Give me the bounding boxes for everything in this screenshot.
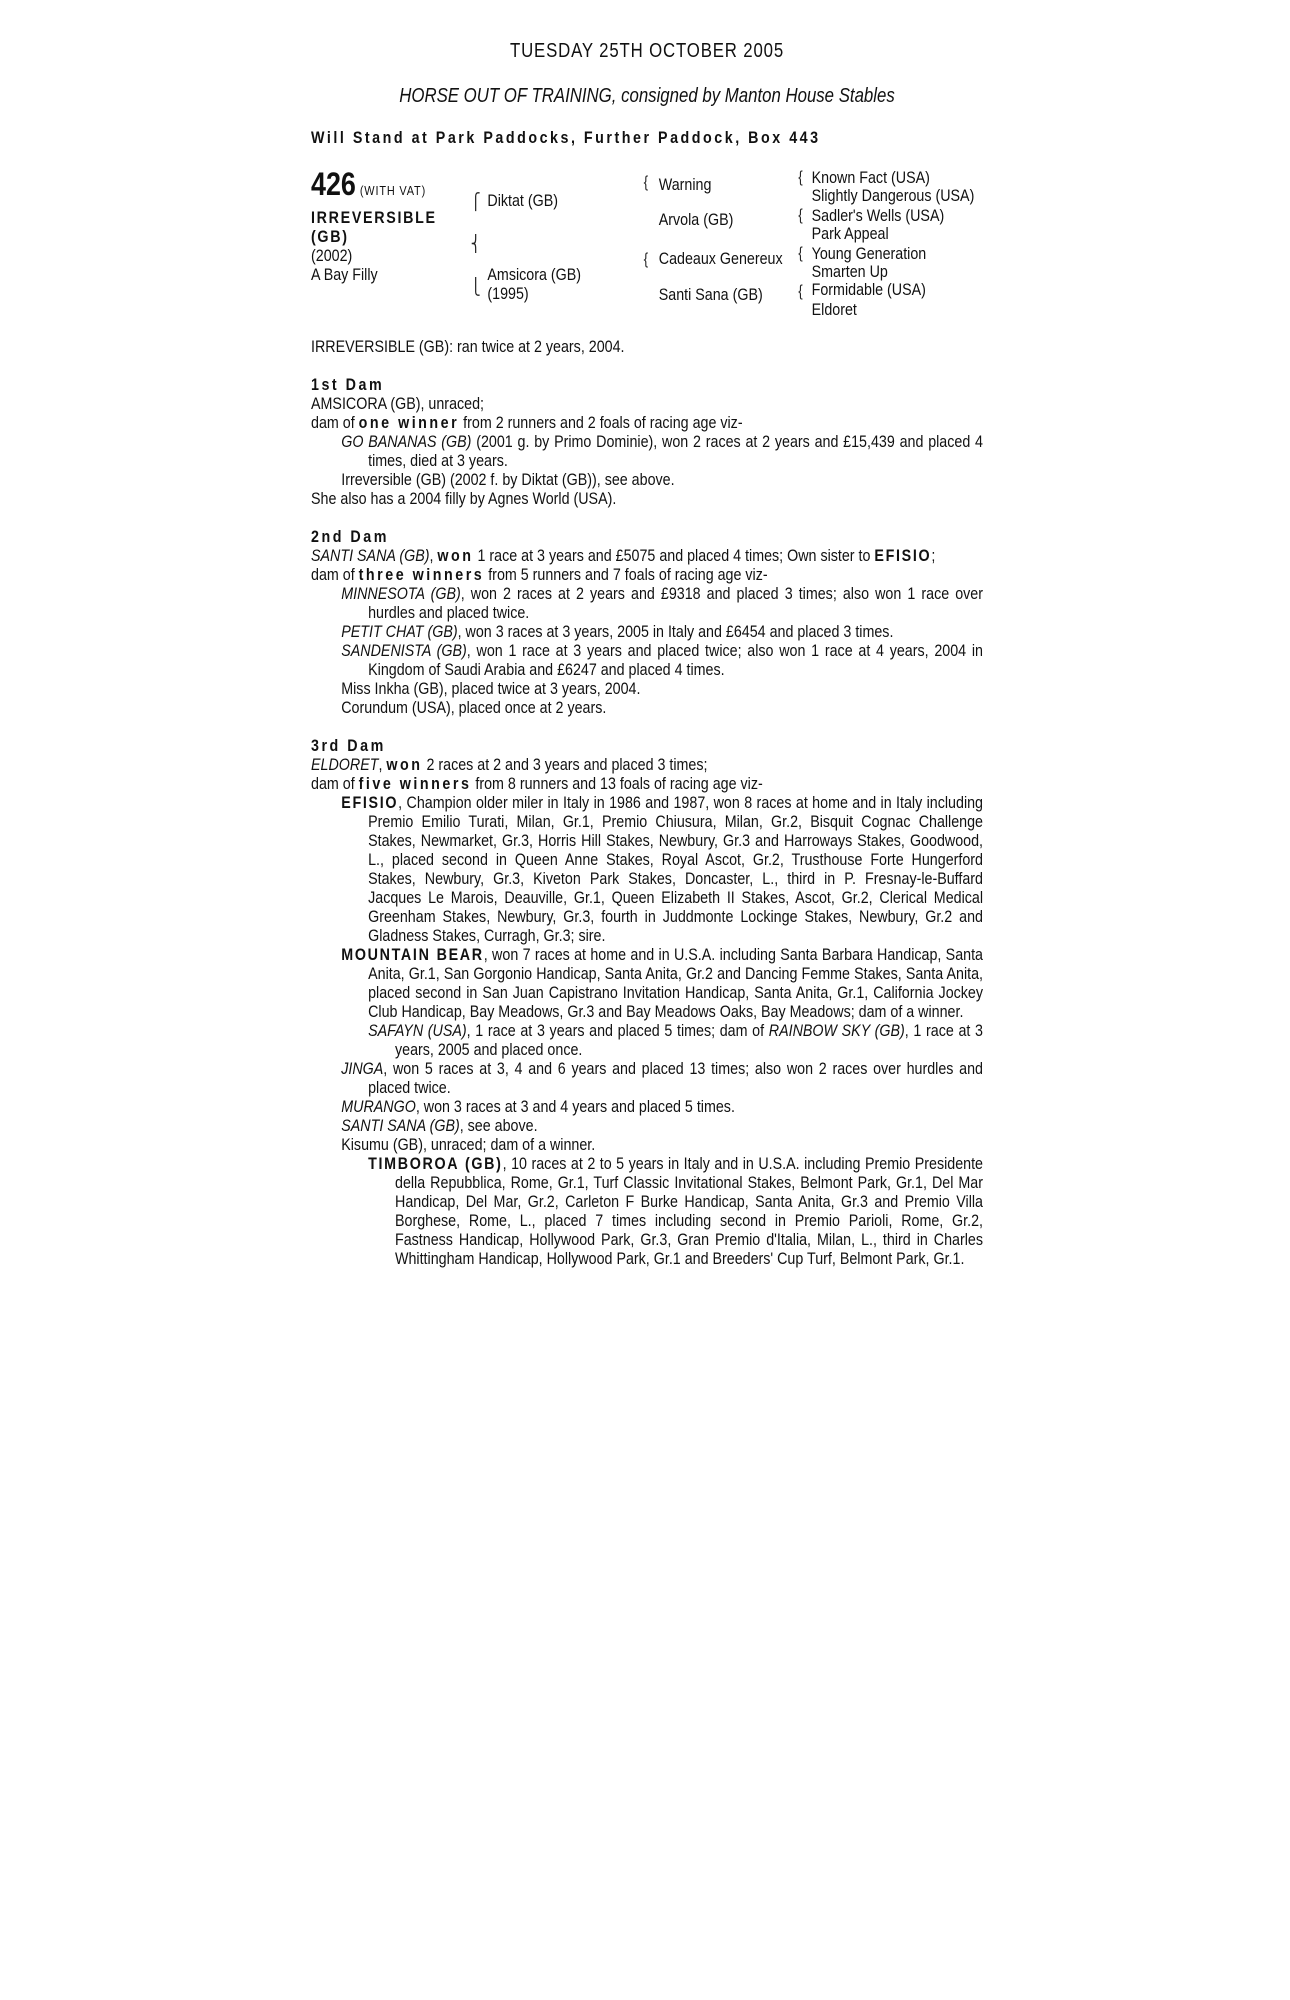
gen2-1: Warning <box>658 175 712 194</box>
foal-kisumu: Kisumu (GB), unraced; dam of a winner. <box>341 1135 596 1154</box>
gen3-2: Slightly Dangerous (USA) <box>811 186 975 205</box>
horse-year: (2002) <box>311 246 353 265</box>
gen3-7: Formidable (USA) <box>811 280 926 299</box>
gen2-2: Arvola (GB) <box>658 210 734 229</box>
foal-santi-sana: SANTI SANA (GB), see above. <box>341 1116 538 1135</box>
gen3-3: Sadler's Wells (USA) <box>811 206 945 225</box>
gen2-4: Santi Sana (GB) <box>658 285 763 304</box>
foal-petit-chat: PETIT CHAT (GB), won 3 races at 3 years, 2005 in Italy and £6454 and placed 3 times. <box>341 622 894 641</box>
race-summary: IRREVERSIBLE (GB): ran twice at 2 years, 2004. <box>311 337 625 356</box>
pedigree-table <box>311 166 975 323</box>
sire-brace: ⎧ <box>470 194 481 211</box>
third-dam-line: ELDORET, won 2 races at 2 and 3 years and placed 3 times; <box>311 755 708 774</box>
brace-upper: { <box>643 174 649 191</box>
foal-mountain-bear: MOUNTAIN BEAR, won 7 races at home and in U.S.A. including Santa Barbara Handicap, Santa Anita, Gr.1, San Gorgonio Handicap, Santa Anita, Gr.2 and Dancing Femme Stakes, Santa Anita, placed second in San Juan Capistrano Invitation Handicap, Santa Anita, Gr.1, California Jockey Club Handicap, Bay Meadows, Gr.3 and Bay Meadows Oaks, Bay Meadows; dam of a winner. <box>341 945 983 1021</box>
mid-brace: ⎨ <box>470 236 481 253</box>
foal-go-bananas: GO BANANAS (GB) (2001 g. by Primo Dominie), won 2 races at 2 years and £15,439 and placed 4 times, died at 3 years. <box>341 432 983 470</box>
horse-description: A Bay Filly <box>311 265 378 284</box>
brace-g3-4: { <box>798 283 803 300</box>
third-dam-produce: dam of five winners from 8 runners and 13 foals of racing age viz- <box>311 774 763 793</box>
gen2-3: Cadeaux Genereux <box>658 249 783 268</box>
horse-name: IRREVERSIBLE <box>311 208 437 227</box>
third-dam-heading: 3rd Dam <box>311 736 386 755</box>
foal-timboroa: TIMBOROA (GB), 10 races at 2 to 5 years in Italy and in U.S.A. including Premio Presidente della Repubblica, Rome, Gr.1, Turf Classic Invitational Stakes, Belmont Park, Gr.1, Del Mar Handicap, Del Mar, Gr.2, Carleton F Burke Handicap, Santa Anita, Gr.3 and Premio Villa Borghese, Rome, L., placed 7 times including second in Premio Parioli, Rome, Gr.2, Fastness Handicap, Hollywood Park, Gr.3, Gran Premio d'Italia, Milan, L., third in Charles Whittingham Handicap, Hollywood Park, Gr.1 and Breeders' Cup Turf, Belmont Park, Gr.1. <box>368 1154 983 1268</box>
foal-miss-inkha: Miss Inkha (GB), placed twice at 3 years, 2004. <box>341 679 641 698</box>
first-dam-line: AMSICORA (GB), unraced; <box>311 394 485 413</box>
gen3-4: Park Appeal <box>811 224 889 243</box>
gen3-1: Known Fact (USA) <box>811 168 930 187</box>
foal-sandenista: SANDENISTA (GB), won 1 race at 3 years and placed twice; also won 1 race at 4 years, 2004 in Kingdom of Saudi Arabia and £6247 and placed 4 times. <box>341 641 983 679</box>
vat-note: (WITH VAT) <box>359 183 427 198</box>
foal-corundum: Corundum (USA), placed once at 2 years. <box>341 698 607 717</box>
brace-lower: { <box>643 251 649 268</box>
gen3-8: Eldoret <box>811 300 857 319</box>
gen3-6: Smarten Up <box>811 262 888 281</box>
first-dam-also: She also has a 2004 filly by Agnes World (USA). <box>311 489 617 508</box>
stand-location: Will Stand at Park Paddocks, Further Paddock, Box 443 <box>311 128 821 147</box>
horse-country: (GB) <box>311 227 349 246</box>
dam: Amsicora (GB) <box>487 265 582 284</box>
foal-murango: MURANGO, won 3 races at 3 and 4 years and placed 5 times. <box>341 1097 735 1116</box>
foal-safayn: SAFAYN (USA), 1 race at 3 years and placed 5 times; dam of RAINBOW SKY (GB), 1 race at 3 years, 2005 and placed once. <box>368 1021 983 1059</box>
second-dam-heading: 2nd Dam <box>311 527 389 546</box>
first-dam-heading: 1st Dam <box>311 375 385 394</box>
foal-efisio: EFISIO, Champion older miler in Italy in 1986 and 1987, won 8 races at home and in Italy including Premio Emilio Turati, Milan, Gr.1, Premio Chiusura, Milan, Gr.2, Bisquit Cognac Challenge Stakes, Newmarket, Gr.3, Horris Hill Stakes, Newbury, Gr.3 and Harroways Stakes, Goodwood, L., placed second in Queen Anne Stakes, Royal Ascot, Gr.2, Trusthouse Forte Hungerford Stakes, Newbury, Gr.3, Kiveton Park Stakes, Doncaster, L., third in P. Fresnay-le-Buffard Jacques Le Marois, Deauville, Gr.1, Queen Elizabeth II Stakes, Ascot, Gr.2, Clerical Medical Greenham Stakes, Newbury, Gr.3, fourth in Juddmonte Lockinge Stakes, Newbury, Gr.2 and Gladness Stakes, Curragh, Gr.3; sire. <box>341 793 984 945</box>
brace-g3-2: { <box>798 207 803 224</box>
catalogue-body <box>311 337 983 1268</box>
foal-minnesota: MINNESOTA (GB), won 2 races at 2 years and £9318 and placed 3 times; also won 1 race over hurdles and placed twice. <box>341 584 983 622</box>
dam-brace: ⎩ <box>470 279 481 296</box>
brace-g3-3: { <box>798 245 803 262</box>
second-dam-line: SANTI SANA (GB), won 1 race at 3 years and £5075 and placed 4 times; Own sister to EFISIO; <box>311 546 936 565</box>
sire: Diktat (GB) <box>487 191 559 210</box>
consignment-line: HORSE OUT OF TRAINING, consigned by Manton House Stables <box>399 85 895 107</box>
lot-number: 426 <box>311 166 356 202</box>
gen3-5: Young Generation <box>811 244 927 263</box>
second-dam-produce: dam of three winners from 5 runners and 7 foals of racing age viz- <box>311 565 768 584</box>
first-dam-produce: dam of one winner from 2 runners and 2 foals of racing age viz- <box>311 413 743 432</box>
foal-jinga: JINGA, won 5 races at 3, 4 and 6 years and placed 13 times; also won 2 races over hurdles and placed twice. <box>341 1059 983 1097</box>
lot-number-line <box>311 168 426 200</box>
dam-year: (1995) <box>487 284 529 303</box>
foal-irreversible: Irreversible (GB) (2002 f. by Diktat (GB)), see above. <box>341 470 675 489</box>
brace-g3-1: { <box>798 169 803 186</box>
catalogue-page <box>311 40 984 1268</box>
sale-date: TUESDAY 25TH OCTOBER 2005 <box>509 40 785 62</box>
